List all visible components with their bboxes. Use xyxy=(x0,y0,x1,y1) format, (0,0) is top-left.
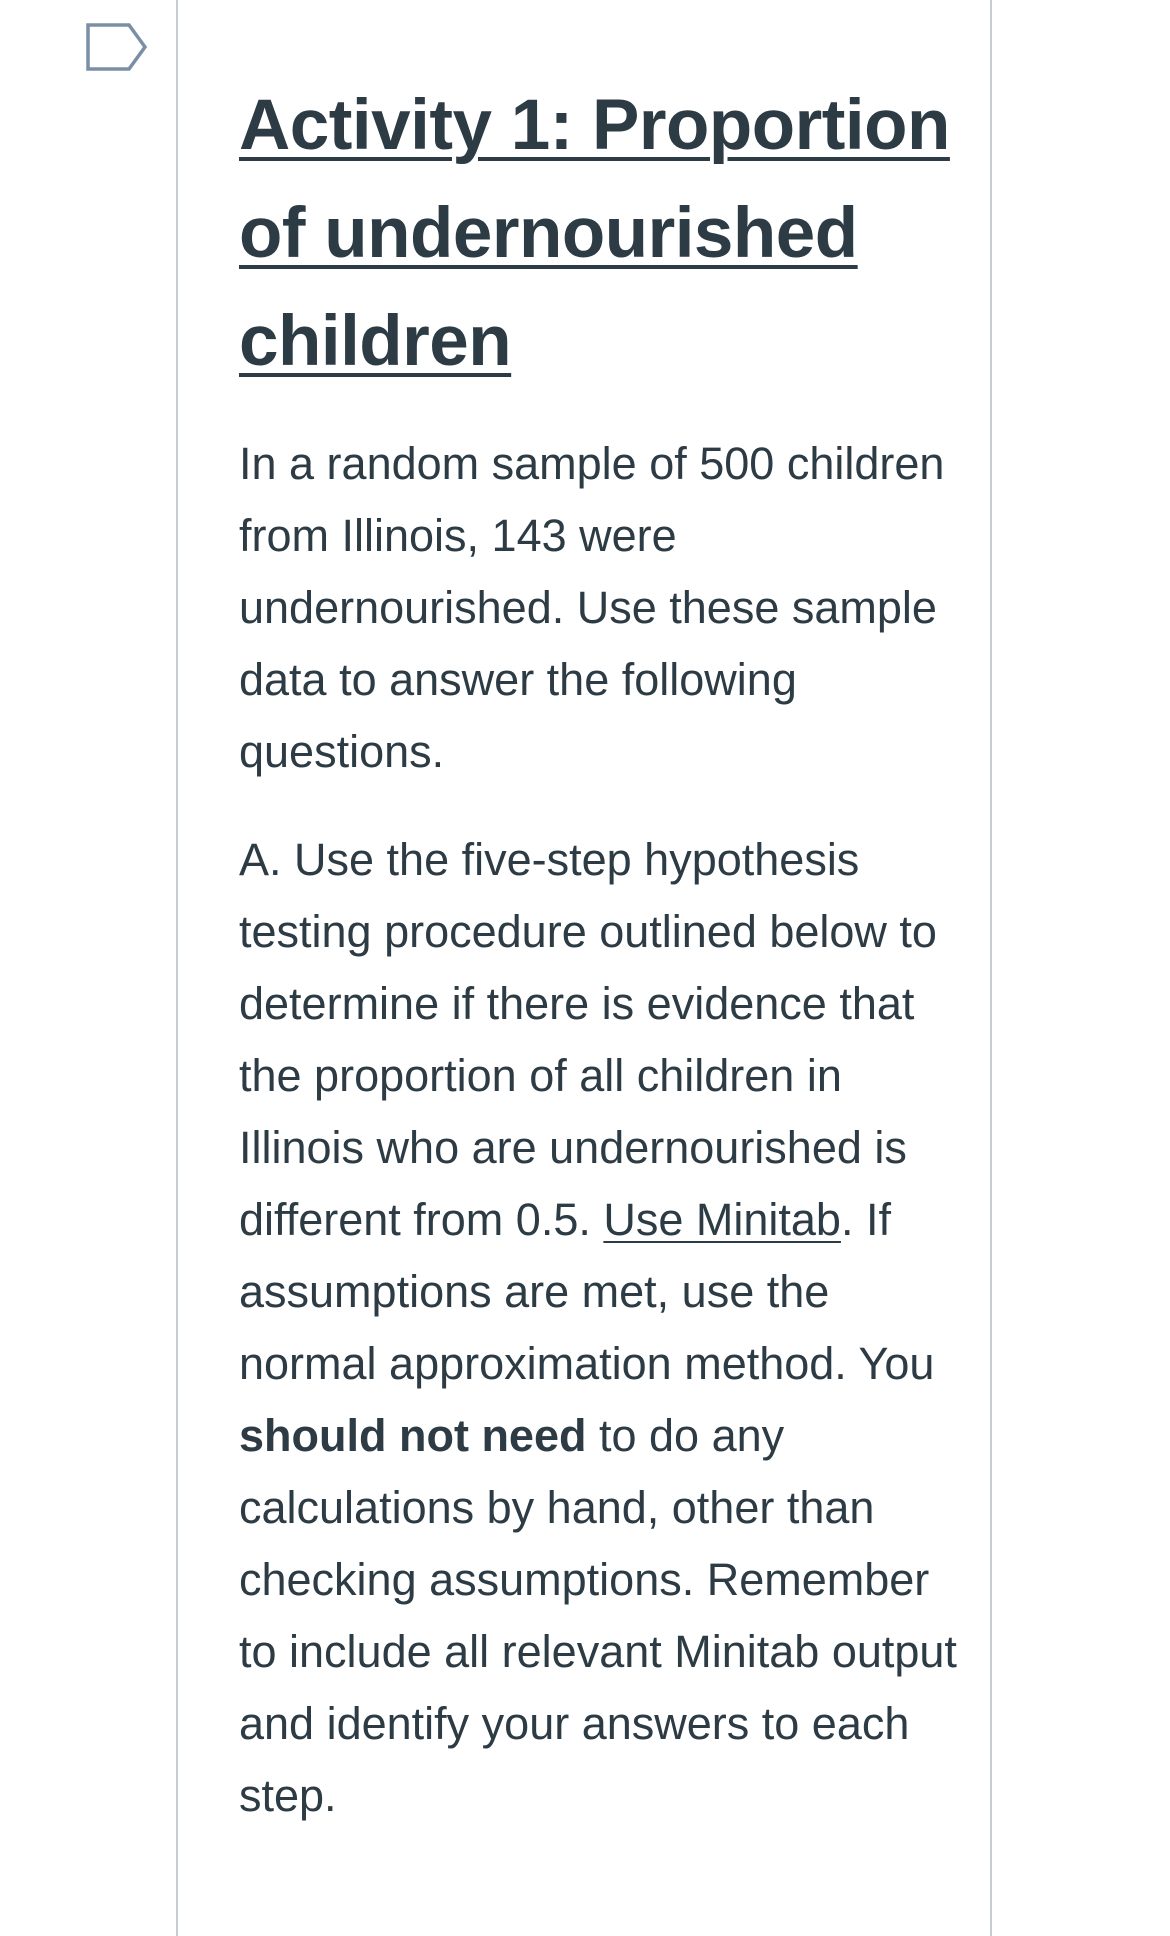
minitab-link[interactable]: Use Minitab xyxy=(603,1194,841,1245)
question-panel xyxy=(176,0,992,1936)
question-content xyxy=(239,72,969,1832)
question-text-end: to do any calculations by hand, other than checking assumptions. Remember to include all relevant Minitab output and identify your answers to each step. xyxy=(239,1410,957,1821)
intro-paragraph: In a random sample of 500 children from Illinois, 143 were undernourished. Use these sample data to answer the following questions. xyxy=(239,438,945,777)
question-paragraph xyxy=(239,824,969,1832)
question-text-start: A. Use the five-step hypothesis testing procedure outlined below to determine if there is evidence that the proportion of all children in Illinois who are undernourished is different from 0.5. xyxy=(239,834,937,1245)
activity-title: Activity 1: Proportion of undernourished children xyxy=(239,86,950,381)
question-text-middle: . If assumptions are met, use the normal approximation method. You xyxy=(239,1194,935,1389)
flag-question-icon[interactable] xyxy=(85,22,149,72)
emphasis-text: should not need xyxy=(239,1410,587,1461)
